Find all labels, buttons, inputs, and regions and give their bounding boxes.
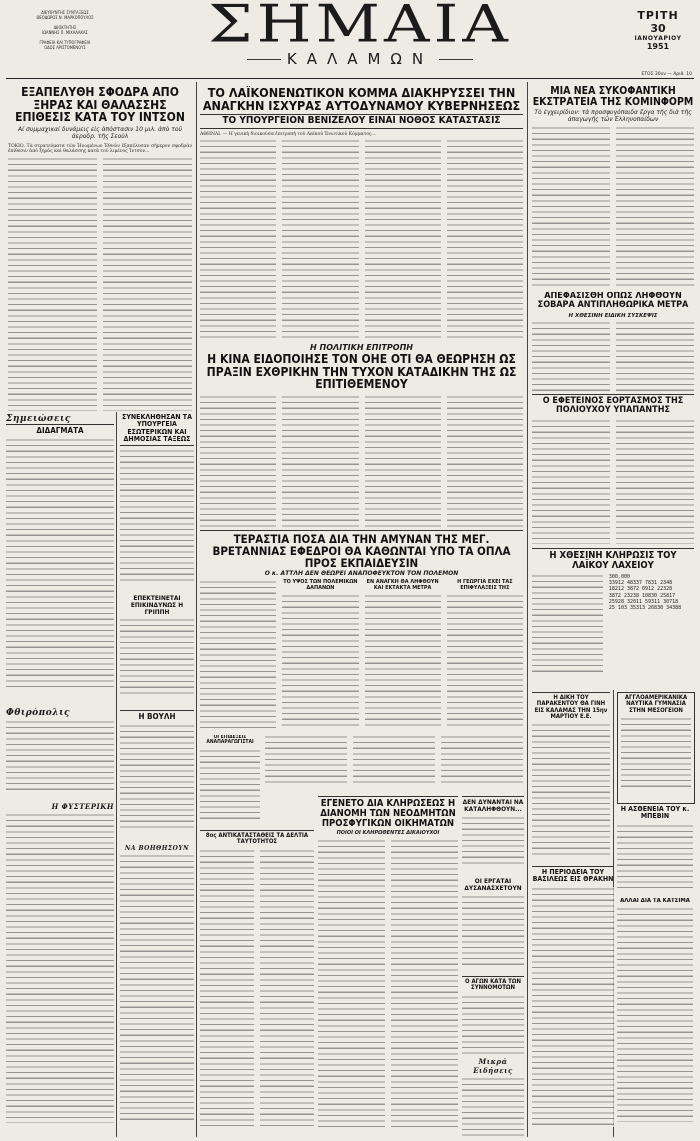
article-katsima: [617, 898, 693, 1136]
article-body: [200, 580, 276, 730]
newspaper-title: ΣΗΜΑΙΑ: [208, 0, 512, 54]
lottery-row: 300.000: [608, 573, 630, 580]
article-body: [6, 720, 114, 790]
article-body: [462, 1077, 524, 1136]
credit-line: ΓΡΑΦΕΙΑ ΚΑΙ ΤΥΠΟΓΡΑΦΕΙΑ: [39, 39, 91, 45]
subheadline: Η ΧΘΕΣΙΝΗ ΕΙΔΙΚΗ ΣΥΣΚΕΨΙΣ: [568, 312, 658, 319]
headline: Η ΔΙΚΗ ΤΟΥ ΠΑΡΑΚΕΝΤΟΥ ΘΑ ΓΙΝΗ ΕΙΣ ΚΑΛΑΜΑΣ ΤΗΝ 15ην ΜΑΡΤΙΟΥ Ε.Ε.: [532, 692, 610, 720]
headline: 8ος ΑΝΤΙΚΑΤΑΣΤΑΘΕΙΣ ΤΑ ΔΕΛΤΙΑ ΤΑΥΤΟΤΗΤΟΣ: [200, 830, 314, 846]
credit-line: ΙΩΑΝΝΗΣ Π. ΜΙΧΑΛΑΚΑΣ: [42, 30, 88, 36]
article-body: [532, 887, 614, 1127]
article-body: [200, 849, 314, 1129]
article-body: [462, 816, 524, 866]
article-agon: [462, 976, 524, 1136]
article-lead: ΤΟΚΙΟ. Τὰ στρατεύματα τῶν Ἡνωμένων Ἐθνῶν ἐξαπέλυσαν σήμερον σφοδρὰν ἐπίθεσιν ἀπὸ ξηρᾶς καὶ θαλάσσης κατὰ τοῦ λιμένος Ἰντσὸν...: [8, 143, 192, 155]
article-den-dynantai: [462, 796, 524, 876]
article-vouli: [120, 710, 194, 840]
article-body: [532, 321, 694, 391]
headline: Ο ΕΦΕΤΕΙΝΟΣ ΕΟΡΤΑΣΜΟΣ ΤΗΣ ΠΟΛΙΟΥΧΟΥ ΥΠΑΠΑΝΤΗΣ: [532, 394, 694, 416]
headline: ΣΥΝΕΚΛΗΘΗΣΑΝ ΤΑ ΥΠΟΥΡΓΕΙΑ ΕΣΩΤΕΡΙΚΩΝ ΚΑΙ ΔΗΜΟΣΙΑΣ ΤΑΞΕΩΣ: [120, 414, 194, 446]
article-body: [532, 126, 694, 286]
section-label: Φθιρόπολις: [6, 708, 70, 718]
lottery-row: 18212 3872 0912 22328: [608, 586, 673, 593]
inline-heading: ΕΝ ΑΝΑΓΚΗ ΘΑ ΛΗΦΘΟΥΝ ΚΑΙ ΕΚΤΑΚΤΑ ΜΕΤΡΑ: [366, 579, 439, 591]
article-body: [8, 157, 192, 411]
article-lottery: [532, 548, 694, 688]
article-body: [200, 395, 523, 528]
headline: ΤΕΡΑΣΤΙΑ ΠΟΣΑ ΔΙΑ ΤΗΝ ΑΜΥΝΑΝ ΤΗΣ ΜΕΓ. ΒΡΕΤΑΝΝΙΑΣ ΕΦΕΔΡΟΙ ΘΑ ΚΑΘΩΝΤΑΙ ΥΠΟ ΤΑ ΟΠΛΑ ΠΡΟΣ ΕΚΠΑΙΔΕΥΣΙΝ: [200, 530, 523, 569]
article-oikimata: [318, 796, 458, 1136]
article-fthiropolis: [6, 708, 114, 798]
article-kominform: [532, 86, 694, 291]
article-anaparagogistai: [200, 735, 260, 825]
day-number: 30: [650, 22, 666, 35]
headline: ΔΙΔΑΓΜΑΤΑ: [36, 426, 84, 435]
headline: ΑΛΛΑΙ ΔΙΑ ΤΑ ΚΑΤΣΙΜΑ: [620, 898, 690, 904]
article-body: [120, 618, 194, 698]
article-body: [532, 723, 610, 858]
section-label: ΝΑ ΒΟΗΘΗΣΟΥΝ: [124, 845, 190, 852]
section-label: Η ΦΥΣΤΕΡΙΚΗ: [51, 802, 114, 811]
section-label: Η ΠΟΛΙΤΙΚΗ ΕΠΙΤΡΟΠΗ: [310, 343, 413, 352]
headline: ΕΓΕΝΕΤΟ ΔΙΑ ΚΛΗΡΩΣΕΩΣ Η ΔΙΑΝΟΜΗ ΤΩΝ ΝΕΟΔΜΗΤΩΝ ΠΡΟΣΦΥΓΙΚΩΝ ΟΙΚΗΜΑΤΩΝ: [318, 796, 458, 829]
month: ΙΑΝΟΥΑΡΙΟΥ: [634, 35, 682, 42]
article-body: [265, 735, 523, 785]
headline: Η ΑΣΘΕΝΕΙΑ ΤΟΥ κ. ΜΠΕΒΙΝ: [620, 806, 690, 821]
article-body: [447, 594, 523, 730]
inline-heading: Η ΓΕΩΡΓΙΑ ΕΧΕΙ ΤΑΣ ΕΠΙΦΥΛΑΞΕΙΣ ΤΗΣ: [457, 579, 513, 591]
year: 1951: [646, 42, 670, 51]
article-simeioseis: [6, 414, 114, 704]
article-body: [532, 574, 603, 674]
credit-line: ΟΔΟΣ ΑΡΙΣΤΟΜΕΝΟΥΣ: [44, 45, 86, 51]
headline: ΟΙ ΕΠΙΔΕΞΕΙΣ ΑΝΑΠΑΡΑΓΩΓΙΣΤΑΙ: [206, 735, 254, 746]
article-grippi: [120, 595, 194, 705]
article-body: [200, 139, 523, 339]
headline: ΜΙΑ ΝΕΑ ΣΥΚΟΦΑΝΤΙΚΗ ΕΚΣΤΡΑΤΕΙΑ ΤΗΣ ΚΟΜΙΝΦΟΡΜ: [532, 86, 694, 109]
article-lead: ΑΘΗΝΑΙ. — Η γενικὴ διοικοῦσα ἐπιτροπὴ τοῦ Λαϊκοῦ Ἑνωτικοῦ Κόμματος...: [200, 131, 376, 137]
lottery-row: 25 103 35313 26830 34388: [608, 604, 682, 611]
article-vasileus: [532, 866, 614, 1136]
credit-line: ΔΙΕΥΘΥΝΤΗΣ ΣΥΝΤΑΞΕΩΣ: [41, 10, 89, 15]
headline: ΤΟ ΛΑΪΚΟΝΕΝΩΤΙΚΟΝ ΚΟΜΜΑ ΔΙΑΚΗΡΥΣΣΕΙ ΤΗΝ ΑΝΑΓΚΗΝ ΙΣΧΥΡΑΣ ΑΥΤΟΔΥΝΑΜΟΥ ΚΥΒΕΡΝΗΣΕΩΣ: [202, 86, 521, 114]
article-synekl: [120, 414, 194, 589]
article-body: [621, 717, 691, 787]
section-label: Σημειώσεις: [6, 414, 114, 425]
article-body: [200, 749, 260, 821]
article-body: [318, 839, 458, 1129]
masthead-date: [624, 9, 692, 51]
masthead-rule: [6, 78, 694, 79]
lottery-row: 33912 48337 7831 2348: [608, 580, 673, 587]
article-body: [462, 995, 524, 1055]
article-naval-exercises: [617, 692, 695, 804]
article-mpevin: [617, 806, 693, 894]
article-body: [365, 594, 441, 730]
article-body: [462, 895, 524, 965]
headline: Η ΒΟΥΛΗ: [120, 710, 194, 721]
column-rule: [196, 82, 197, 1137]
headline: ΕΞΑΠΕΛΥΘΗ ΣΦΟΔΡΑ ΑΠΟ ΞΗΡΑΣ ΚΑΙ ΘΑΛΑΣΣΗΣ ΕΠΙΘΕΣΙΣ ΚΑΤΑ ΤΟΥ ΙΝΤΣΟΝ: [15, 86, 185, 125]
headline: ΑΓΓΛΟΑΜΕΡΙΚΑΝΙΚΑ ΝΑΥΤΙΚΑ ΓΥΜΝΑΣΙΑ ΣΤΗΝ ΜΕΣΟΓΕΙΟΝ: [624, 694, 688, 714]
headline: Η ΧΘΕΣΙΝΗ ΚΛΗΡΩΣΙΣ ΤΟΥ ΛΑΪΚΟΥ ΛΑΧΕΙΟΥ: [532, 548, 694, 571]
headline: ΑΠΕΦΑΣΙΣΘΗ ΟΠΩΣ ΛΗΦΘΟΥΝ ΣΟΒΑΡΑ ΑΝΤΙΠΛΗΘΩΡΙΚΑ ΜΕΤΡΑ: [537, 292, 689, 311]
article-body: [120, 854, 194, 1124]
lottery-row: 25928 32011 59311 30718: [608, 598, 679, 605]
article-body: [120, 724, 194, 829]
masthead: [0, 0, 700, 82]
article-fysteriki: [6, 802, 114, 1136]
headline: ΕΠΕΚΤΕΙΝΕΤΑΙ ΕΠΙΚΙΝΔΥΝΩΣ Η ΓΡΙΠΠΗ: [130, 595, 184, 616]
article-deltia: [200, 830, 314, 1136]
issue-meta: ΕΤΟΣ 30ον — Αριθ. 10: [641, 72, 692, 77]
section-label: Μικρά Ειδήσεις: [473, 1056, 513, 1075]
lottery-row: 3872 23238 10830 25817: [608, 592, 676, 599]
subheadline: Ο κ. ΑΤΤΛΗ ΔΕΝ ΘΕΩΡΕΙ ΑΝΑΠΟΦΕΥΚΤΟΝ ΤΟΝ ΠΟΛΕΜΟΝ: [264, 570, 459, 578]
headline: ΟΙ ΕΡΓΑΤΑΙ ΔΥΣΑΝΑΣΧΕΤΟΥΝ: [464, 878, 522, 892]
headline: Η ΚΙΝΑ ΕΙΔΟΠΟΙΗΣΕ ΤΟΝ ΟΗΕ ΟΤΙ ΘΑ ΘΕΩΡΗΣΗ ΩΣ ΠΡΑΞΙΝ ΕΧΘΡΙΚΗΝ ΤΗΝ ΤΥΧΟΝ ΚΑΤΑΔΙΚΗΝ ΤΗΣ ΩΣ ΕΠΙΤΙΘΕΜΕΝΟΥ: [206, 352, 517, 392]
article-body: [282, 594, 358, 730]
newspaper-subtitle: ΚΑΛΑΜΩΝ: [200, 50, 520, 68]
article-body: [120, 449, 194, 584]
article-ergatai: [462, 878, 524, 973]
lottery-numbers: [609, 574, 694, 674]
article-antiplithorika: [532, 292, 694, 392]
article-laikon-enotikon: [200, 86, 523, 341]
article-body: [617, 824, 693, 889]
masthead-credits: [6, 10, 124, 50]
subheadline: Αί συμμαχικαί δυνάμεις εἰς ἀπόστασιν 10 μιλ. ἀπὸ τοῦ ἀεροδρ. τῆς Σεοὺλ: [18, 125, 182, 140]
article-body: [6, 438, 114, 688]
subheadline: ΤΟ ΥΠΟΥΡΓΕΙΟΝ ΒΕΝΙΖΕΛΟΥ ΕΙΝΑΙ ΝΟΘΟΣ ΚΑΤΑΣΤΑΣΙΣ: [200, 114, 523, 129]
article-china: [200, 343, 523, 528]
article-body: [617, 907, 693, 1122]
subheadline: ΠΟΙΟΙ ΟΙ ΚΛΗΡΩΘΕΝΤΕΣ ΔΙΚΑΙΟΥΧΟΙ: [336, 829, 440, 836]
article-body: [6, 813, 114, 1123]
headline: Ο ΑΓΩΝ ΚΑΤΑ ΤΩΝ ΣΥΝΝΟΜΟΤΩΝ: [462, 976, 524, 992]
credit-line: ΘΕΟΔΩΡΟΣ Ν. ΜΑΡΚΟΠΟΥΛΟΣ: [36, 15, 94, 21]
article-body: [532, 419, 694, 544]
article-diki-parakentou: [532, 692, 610, 862]
weekday: ΤΡΙΤΗ: [637, 9, 679, 22]
credit-line: ΙΔΙΟΚΤΗΤΗΣ: [53, 24, 77, 30]
article-continued: [265, 735, 523, 790]
inline-heading: ΤΟ ΥΨΟΣ ΤΩΝ ΠΟΛΕΜΙΚΩΝ ΔΑΠΑΝΩΝ: [283, 579, 358, 591]
column-rule: [527, 82, 528, 1137]
headline: ΔΕΝ ΔΥΝΑΝΤΑΙ ΝΑ ΚΑΤΑΛΗΦΘΟΥΝ...: [462, 798, 524, 813]
article-britain-defense: [200, 530, 523, 730]
article-intson: [8, 86, 192, 411]
headline: Η ΠΕΡΙΟΔΕΙΑ ΤΟΥ ΒΑΣΙΛΕΩΣ ΕΙΣ ΘΡΑΚΗΝ: [532, 868, 614, 884]
column-rule: [116, 412, 117, 1137]
article-boithisoun: [120, 845, 194, 1136]
article-ypapanti: [532, 394, 694, 546]
subheadline: Τὸ ἐγχειρίδιον: τὰ προσφυγόπαιδα ἔργα τῆς διὰ τῆς ἀπαγωγῆς τῶν Ἑλληνοπαίδων: [534, 109, 692, 123]
